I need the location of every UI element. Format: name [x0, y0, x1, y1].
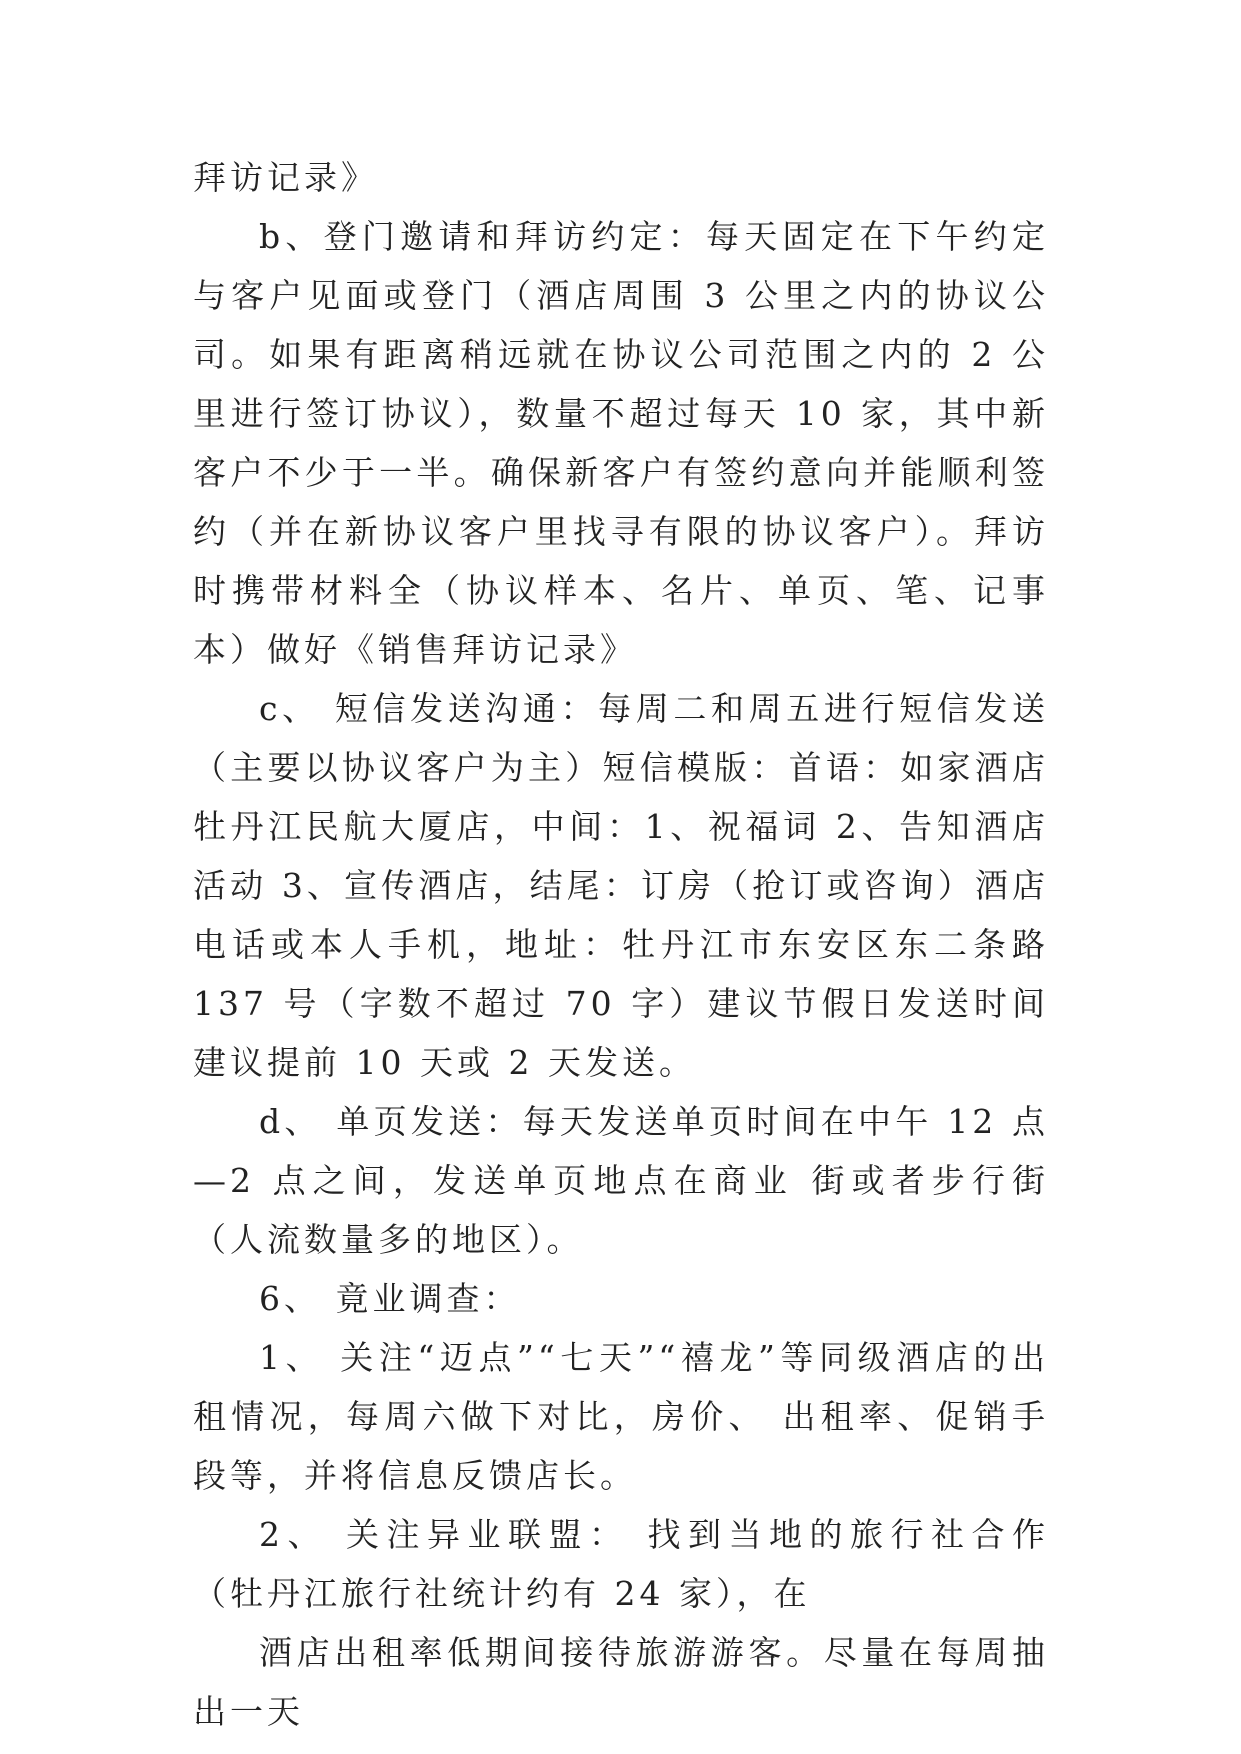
paragraph-flyer-distribution: d、 单页发送：每天发送单页时间在中午 12 点—2 点之间，发送单页地点在商业 街或者步行街（人流数量多的地区）。: [193, 1102, 1049, 1259]
paragraph-competitor-survey-heading: 6、 竟业调查：: [259, 1279, 521, 1318]
paragraph-door-invitation: b、登门邀请和拜访约定：每天固定在下午约定与客户见面或登门（酒店周围 3 公里之内的协议公司。如果有距离稍远就在协议公司范围之内的 2 公里进行签订协议），数量不超过每天 10 家，其中新客户不少于一半。确保新客户有签约意向并能顺利签约（并在新协议客户里找寻有限的协议客户）。拜访时携带材料全（协议样本、名片、单页、笔、记事本）做好《销售拜访记录》: [193, 217, 1049, 669]
paragraph-tour-guests: 酒店出租率低期间接待旅游游客。尽量在每周抽出一天: [193, 1633, 1049, 1731]
document-body: [193, 148, 1049, 1741]
paragraph-cross-industry-alliance: 2、 关注异业联盟： 找到当地的旅行社合作（牡丹江旅行社统计约有 24 家），在: [193, 1515, 1049, 1613]
paragraph-sms-communication: c、 短信发送沟通：每周二和周五进行短信发送（主要以协议客户为主）短信模版：首语：如家酒店牡丹江民航大厦店，中间：1、祝福词 2、告知酒店活动 3、宣传酒店，结尾：订房（抢订或咨询）酒店电话或本人手机，地址：牡丹江市东安区东二条路 137 号（字数不超过 70 字）建议节假日发送时间建议提前 10 天或 2 天发送。: [193, 689, 1049, 1082]
paragraph-visit-record-end: 拜访记录》: [193, 158, 378, 197]
paragraph-competitor-hotels: 1、 关注“迈点”“七天”“禧龙”等同级酒店的出租情况，每周六做下对比，房价、 出租率、促销手段等，并将信息反馈店长。: [193, 1338, 1049, 1495]
